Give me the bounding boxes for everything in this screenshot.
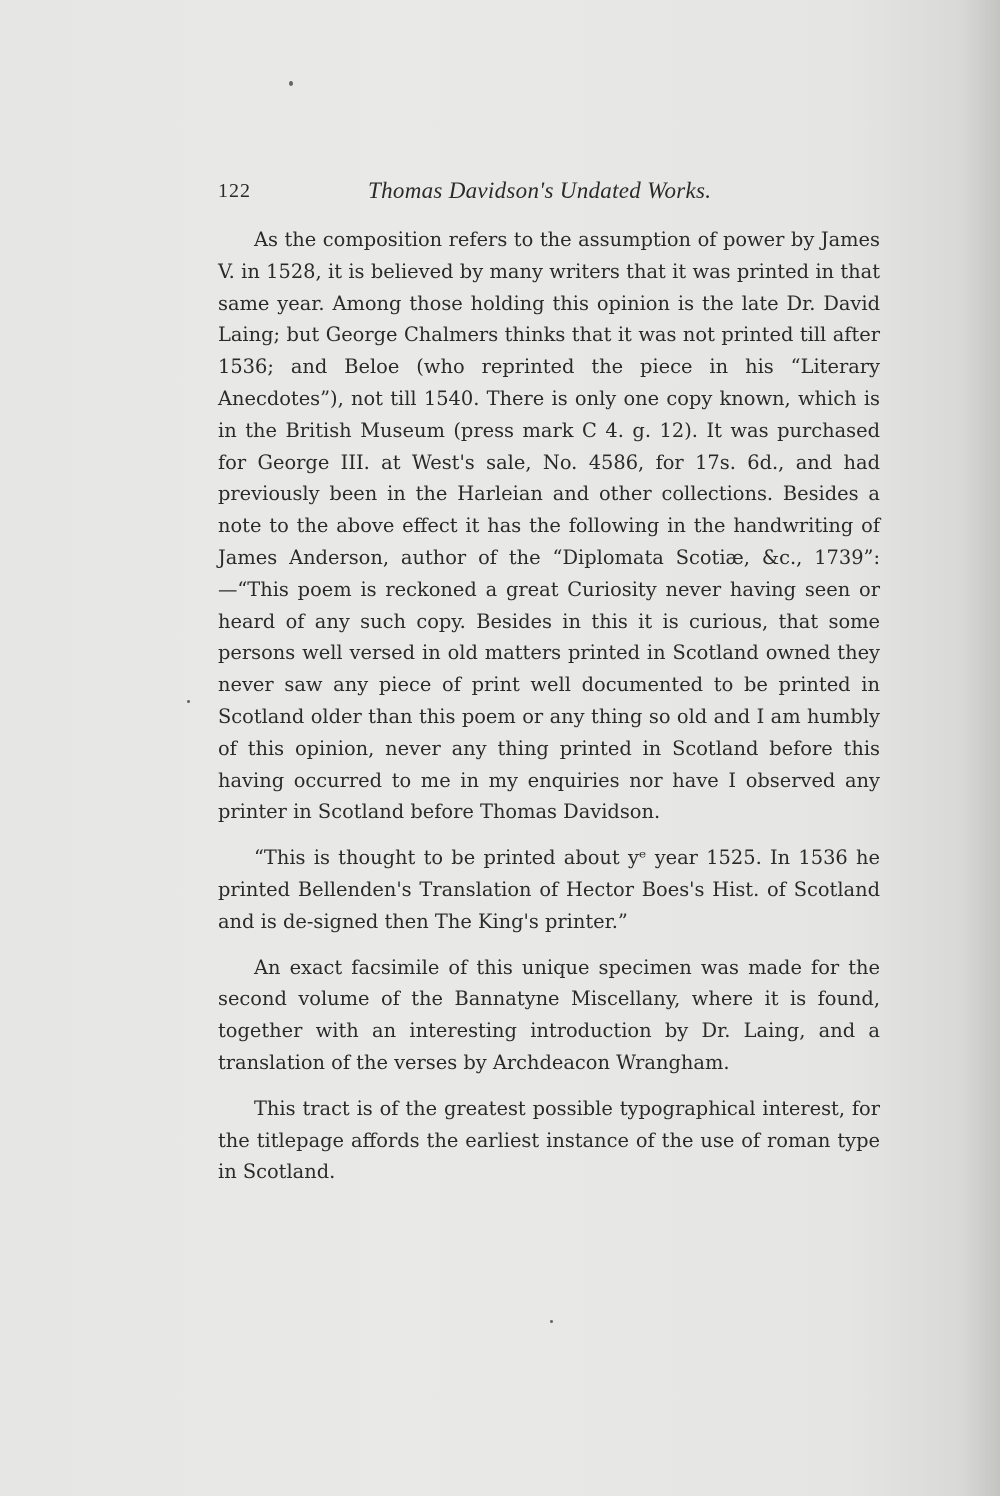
- page-number: 122: [218, 180, 251, 202]
- paragraph-facsimile: An exact facsimile of this unique specimen was made for the second volume of the Bannatyne Miscellany, where it is found, together with an interesting introduction by Dr. Laing, and a translation of the verses by Archdeacon Wrangham.: [218, 955, 880, 1074]
- paper-speck: [187, 700, 190, 703]
- paper-speck: [550, 1320, 553, 1323]
- paper-speck: [289, 81, 293, 86]
- paragraph-typographical-interest: This tract is of the greatest possible typographical interest, for the titlepage affords the earliest instance of the use of roman type in Scotland.: [218, 1096, 880, 1184]
- running-head-title: Thomas Davidson's Undated Works.: [368, 178, 712, 203]
- text-block: [218, 178, 880, 1202]
- paragraph-anderson-note: “This is thought to be printed about yᵉ year 1525. In 1536 he printed Bellenden's Translation of Hector Boes's Hist. of Scotland and is de-signed then The King's printer.”: [218, 846, 880, 933]
- paragraph-composition-history: As the composition refers to the assumption of power by James V. in 1528, it is believed by many writers that it was printed in that same year. Among those holding this opinion is the late Dr. David Laing; but George Chalmers thinks that it was not printed till after 1536; and Beloe (who reprinted the piece in his “Literary Anecdotes”), not till 1540. There is only one copy known, which is in the British Museum (press mark C 4. g. 12). It was purchased for George III. at West's sale, No. 4586, for 17s. 6d., and had previously been in the Harleian and other collections. Besides a note to the above effect it has the following in the handwriting of James Anderson, author of the “Diplomata Scotiæ, &c., 1739”:—“This poem is reckoned a great Curiosity never having seen or heard of any such copy. Besides in this it is curious, that some persons well versed in old matters printed in Scotland owned they never saw any piece of print well documented to be printed in Scotland older than this poem or any thing so old and I am humbly of this opinion, never any thing printed in Scotland before this having occurred to me in my enquiries nor have I observed any printer in Scotland before Thomas Davidson.: [218, 228, 880, 824]
- running-head: [218, 178, 880, 210]
